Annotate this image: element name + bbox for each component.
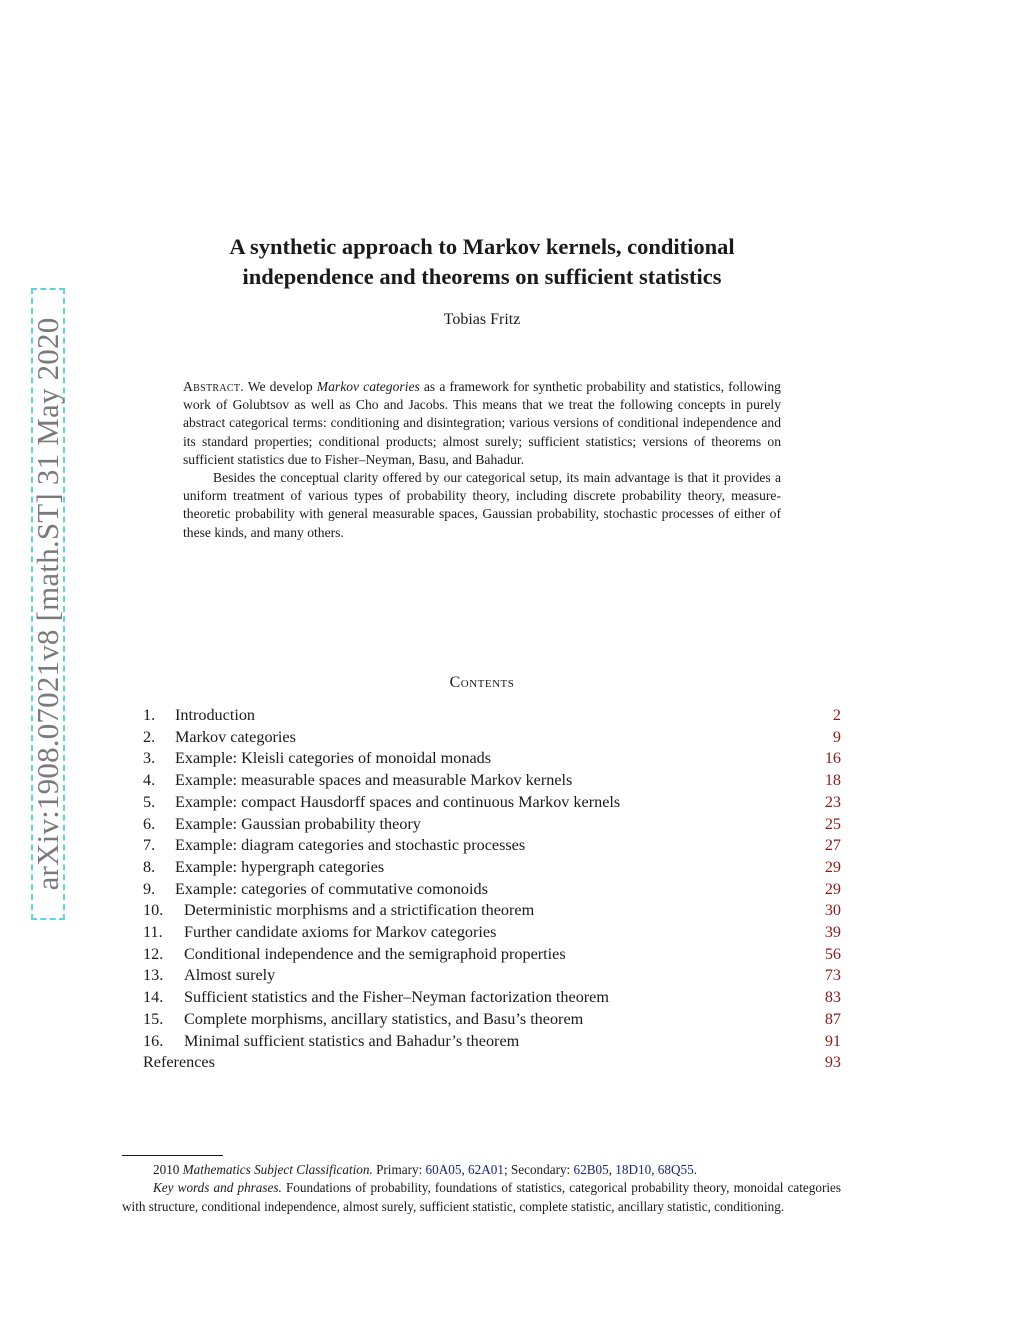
table-of-contents	[143, 705, 841, 1074]
toc-section-title: Complete morphisms, ancillary statistics, and Basu’s theorem	[184, 1009, 584, 1028]
toc-entry-left	[143, 835, 525, 857]
toc-section-number: 15.	[143, 1009, 164, 1028]
toc-section-number: 5.	[143, 792, 156, 811]
toc-section-number: 13.	[143, 966, 164, 985]
toc-section-number: 3.	[143, 749, 156, 768]
toc-page-link[interactable]: 16	[824, 749, 841, 768]
toc-page-link[interactable]: 27	[824, 836, 841, 855]
keywords-footnote	[122, 1179, 841, 1216]
msc-year: 2010	[153, 1162, 183, 1177]
separator: ,	[651, 1162, 658, 1177]
toc-page-link[interactable]: 29	[824, 857, 841, 876]
toc-entry[interactable]	[143, 770, 841, 792]
toc-entry-left	[143, 705, 255, 727]
arxiv-sidebar-box	[31, 288, 65, 920]
toc-entry-left	[143, 879, 488, 901]
toc-section-title: Example: compact Hausdorff spaces and continuous Markov kernels	[175, 792, 621, 811]
toc-entry[interactable]	[143, 879, 841, 901]
title-line-1: A synthetic approach to Markov kernels, conditional	[229, 234, 735, 259]
toc-section-title: Example: diagram categories and stochastic processes	[175, 836, 526, 855]
keywords-text: Foundations of probability, foundations of statistics, categorical probability theory, monoidal categories with structure, conditional independence, almost surely, sufficient statistic, complete statistic, ancillary statistic, conditioning.	[122, 1180, 841, 1214]
abstract	[183, 378, 781, 542]
toc-page-link[interactable]: 25	[824, 814, 841, 833]
toc-entry[interactable]	[143, 727, 841, 749]
toc-section-title: Example: measurable spaces and measurable Markov kernels	[175, 771, 573, 790]
toc-section-title: Example: Kleisli categories of monoidal monads	[175, 749, 492, 768]
toc-section-number: 4.	[143, 771, 156, 790]
title-line-2: independence and theorems on sufficient statistics	[242, 264, 722, 289]
toc-entry[interactable]	[143, 944, 841, 966]
toc-entry-left	[143, 944, 566, 966]
toc-section-number: 2.	[143, 727, 156, 746]
toc-page-link[interactable]: 29	[824, 879, 841, 898]
toc-page-link[interactable]: 73	[824, 966, 841, 985]
toc-section-number: 7.	[143, 836, 156, 855]
toc-entry[interactable]	[143, 922, 841, 944]
arxiv-identifier: arXiv:1908.07021v8 [math.ST] 31 May 2020	[30, 317, 65, 891]
toc-entry-left	[143, 857, 384, 879]
toc-section-title: Conditional independence and the semigraphoid properties	[184, 944, 566, 963]
toc-entry-left	[143, 814, 421, 836]
msc-link[interactable]: 18D10	[615, 1162, 652, 1177]
toc-entry[interactable]	[143, 705, 841, 727]
toc-entry-left	[143, 900, 534, 922]
separator: ,	[608, 1162, 616, 1177]
msc-link[interactable]: 60A05	[425, 1162, 462, 1177]
abstract-paragraph-2: Besides the conceptual clarity offered by our categorical setup, its main advantage is that it provides a uniform treatment of various types of probability theory, including discrete probability theory, measure-theoretic probability with general measurable spaces, Gaussian probability, stochastic processes of either of these kinds, and many others.	[183, 470, 781, 540]
toc-section-number: 11.	[143, 923, 163, 942]
toc-entry-left	[143, 965, 275, 987]
toc-page-link[interactable]: 18	[824, 771, 841, 790]
toc-section-number: 14.	[143, 988, 164, 1007]
separator: ,	[461, 1162, 469, 1177]
msc-secondary-label: ; Secondary:	[503, 1162, 574, 1177]
abstract-emphasis: Markov categories	[316, 379, 420, 394]
footnotes	[122, 1161, 841, 1216]
toc-entry-left	[143, 727, 296, 749]
msc-link[interactable]: 62A01	[468, 1162, 504, 1177]
toc-section-title: Example: hypergraph categories	[175, 857, 385, 876]
toc-entry[interactable]	[143, 965, 841, 987]
paper-title	[150, 232, 814, 292]
toc-page-link[interactable]: 93	[824, 1053, 841, 1072]
toc-section-title: Example: categories of commutative comonoids	[175, 879, 488, 898]
toc-section-number: 8.	[143, 857, 156, 876]
toc-entry-left	[143, 987, 609, 1009]
toc-section-number: 12.	[143, 944, 164, 963]
toc-page-link[interactable]: 9	[832, 727, 841, 746]
author-name: Tobias Fritz	[443, 311, 521, 328]
toc-page-link[interactable]: 23	[824, 792, 841, 811]
toc-entry[interactable]	[143, 900, 841, 922]
toc-entry[interactable]	[143, 987, 841, 1009]
separator: .	[693, 1162, 697, 1177]
toc-page-link[interactable]: 39	[824, 923, 841, 942]
footnote-divider	[122, 1155, 223, 1156]
abstract-paragraph-1	[183, 378, 781, 469]
toc-entry[interactable]	[143, 835, 841, 857]
toc-page-link[interactable]: 83	[824, 988, 841, 1007]
toc-section-title: Almost surely	[184, 966, 276, 985]
toc-entry[interactable]	[143, 857, 841, 879]
toc-section-number: 1.	[143, 706, 156, 724]
toc-section-number: 9.	[143, 879, 156, 898]
keywords-label: Key words and phrases.	[153, 1180, 282, 1196]
toc-page-link[interactable]: 87	[824, 1009, 841, 1028]
toc-entry-left	[143, 1052, 215, 1074]
toc-section-title: Example: Gaussian probability theory	[175, 814, 421, 833]
toc-entry-left	[143, 1031, 519, 1053]
toc-section-title: Further candidate axioms for Markov categories	[184, 923, 497, 942]
toc-section-number: 10.	[143, 901, 164, 920]
toc-entry-left	[143, 922, 496, 944]
toc-page-link[interactable]: 91	[824, 1031, 841, 1050]
toc-section-title: Introduction	[175, 706, 256, 724]
toc-entry[interactable]	[143, 1031, 841, 1053]
toc-entry[interactable]	[143, 1009, 841, 1031]
toc-section-title: Markov categories	[175, 727, 296, 746]
toc-entry-left	[143, 748, 491, 770]
msc-footnote	[122, 1161, 841, 1179]
toc-section-number: 6.	[143, 814, 156, 833]
msc-label: Mathematics Subject Classification.	[182, 1162, 373, 1177]
toc-entry-left	[143, 1009, 583, 1031]
toc-section-title: References	[143, 1053, 215, 1072]
toc-entry[interactable]	[143, 748, 841, 770]
msc-link[interactable]: 62B05	[573, 1162, 609, 1177]
toc-section-title: Sufficient statistics and the Fisher–Neyman factorization theorem	[184, 988, 609, 1007]
abstract-label: Abstract.	[183, 379, 244, 394]
abstract-text-1b: as a framework for synthetic probability and statistics, following work of Golubtsov as well as Cho and Jacobs. This means that we treat the following concepts in purely abstract categorical terms: conditioning and disintegration; various versions of conditional independence and its standard properties; conditional products; almost surely; sufficient statistics; versions of theorems on sufficient statistics due to Fisher–Neyman, Basu, and Bahadur.	[183, 379, 781, 467]
msc-primary-label: Primary:	[372, 1162, 426, 1177]
toc-section-title: Deterministic morphisms and a strictification theorem	[184, 901, 535, 920]
toc-entry-left	[143, 792, 620, 814]
toc-entry[interactable]	[143, 1052, 841, 1074]
toc-page-link[interactable]: 56	[824, 944, 841, 963]
toc-entry[interactable]	[143, 792, 841, 814]
toc-section-title: Minimal sufficient statistics and Bahadur’s theorem	[184, 1031, 520, 1050]
toc-page-link[interactable]: 2	[832, 706, 841, 724]
toc-section-number: 16.	[143, 1031, 164, 1050]
toc-page-link[interactable]: 30	[824, 901, 841, 920]
abstract-text-1a: We develop	[243, 379, 317, 394]
contents-heading: Contents	[449, 674, 515, 691]
msc-link[interactable]: 68Q55	[657, 1162, 694, 1177]
toc-entry-left	[143, 770, 572, 792]
toc-entry[interactable]	[143, 814, 841, 836]
